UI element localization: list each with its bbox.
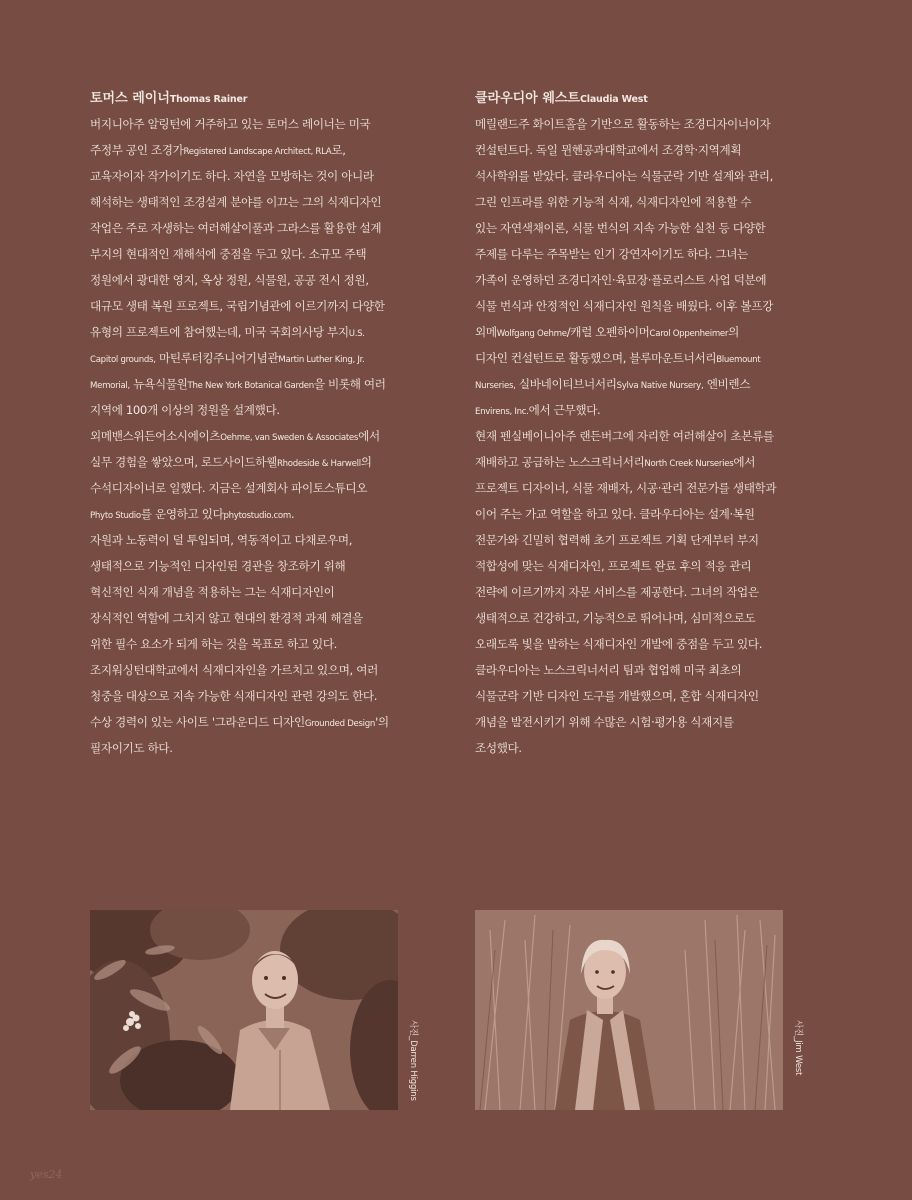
- bio-text-segment: 생태적으로 건강하고, 기능적으로 뛰어나며, 심미적으로도: [475, 611, 756, 625]
- author-name-korean: 토머스 레이너: [90, 91, 170, 106]
- bio-line: [475, 163, 825, 189]
- bio-line: [475, 215, 825, 241]
- author-photo-claudia-west: [475, 910, 783, 1110]
- bio-text-segment: 재배하고 공급하는 노스크릭너서리: [475, 455, 645, 469]
- bio-english-term: Envirens, Inc.: [475, 407, 529, 417]
- bio-text-segment: 대규모 생태 복원 프로젝트, 국립기념관에 이르기까지 다양한: [90, 299, 385, 313]
- bio-line: [475, 501, 825, 527]
- bio-text-segment: 장식적인 역할에 그치지 않고 현대의 환경적 과제 해결을: [90, 611, 363, 625]
- bio-text-segment: 교육자이자 작가이기도 하다. 자연을 모방하는 것이 아니라: [90, 169, 374, 183]
- bio-english-term: U.S.: [348, 329, 365, 339]
- bio-english-term: Martin Luther King, Jr.: [278, 355, 365, 365]
- bio-line: [90, 527, 440, 553]
- author-bio-text: [90, 111, 440, 761]
- bio-english-term: Registered Landscape Architect, RLA: [183, 147, 332, 157]
- bio-text-segment: 가족이 운영하던 조경디자인·육묘장·플로리스트 사업 덕분에: [475, 273, 767, 287]
- bio-text-segment: 외메밴스위든어소시에이츠: [90, 429, 221, 443]
- bio-line: [475, 111, 825, 137]
- author-name-heading: [475, 88, 825, 111]
- bio-line: [90, 293, 440, 319]
- bio-english-term: North Creek Nurseries: [644, 459, 734, 469]
- bio-english-term: Grounded Design: [304, 719, 376, 729]
- bio-line: [90, 709, 440, 735]
- bio-line: [90, 241, 440, 267]
- bio-line: [90, 423, 440, 449]
- author-name-english: Thomas Rainer: [169, 94, 248, 105]
- bio-text-segment: 식물 번식과 안정적인 식재디자인 원칙을 배웠다. 이후 볼프강: [475, 299, 773, 313]
- bio-text-segment: 위한 필수 요소가 되게 하는 것을 목표로 하고 있다.: [90, 637, 338, 651]
- bio-text-segment: 부지의 현대적인 재해석에 중점을 두고 있다. 소규모 주택: [90, 247, 367, 261]
- bio-line: [475, 189, 825, 215]
- bio-text-segment: 이어 주는 가교 역할을 하고 있다. 클라우디아는 설계·복원: [475, 507, 755, 521]
- author-name-heading: [90, 88, 440, 111]
- bio-text-segment: 실무 경험을 쌓았으며, 로드사이드하웰: [90, 455, 277, 469]
- bio-text-segment: 버지니아주 알링턴에 거주하고 있는 토머스 레이너는 미국: [90, 117, 371, 131]
- bio-line: [475, 397, 825, 423]
- bio-text-segment: 클라우디아는 노스크릭너서리 팀과 협업해 미국 최초의: [475, 663, 742, 677]
- bio-text-segment: 주정부 공인 조경가: [90, 143, 184, 157]
- bio-text-segment: 프로젝트 디자이너, 식물 재배자, 시공·관리 전문가를 생태학과: [475, 481, 777, 495]
- bio-line: [90, 579, 440, 605]
- bio-text-segment: 조지워싱턴대학교에서 식재디자인을 가르치고 있으며, 여러: [90, 663, 378, 677]
- bio-text-segment: 수상 경력이 있는 사이트 '그라운디드 디자인: [90, 715, 305, 729]
- bio-line: [90, 553, 440, 579]
- bio-line: [475, 605, 825, 631]
- bio-english-term: Oehme, van Sweden & Associates: [220, 433, 359, 443]
- bio-line: [475, 527, 825, 553]
- bio-text-segment: 생태적으로 기능적인 디자인된 경관을 창조하기 위해: [90, 559, 346, 573]
- bio-line: [90, 163, 440, 189]
- bio-text-segment: 지역에 100개 이상의 정원을 설계했다.: [90, 403, 280, 417]
- bio-text-segment: 그린 인프라를 위한 기능적 식재, 식재디자인에 적용할 수: [475, 195, 752, 209]
- bio-line: [475, 293, 825, 319]
- bio-line: [475, 553, 825, 579]
- bio-line: [90, 605, 440, 631]
- bio-english-term: The New York Botanical Garden: [187, 381, 314, 391]
- bio-english-term: Carol Oppenheimer: [649, 329, 729, 339]
- bio-line: [475, 475, 825, 501]
- bio-line: [475, 657, 825, 683]
- bio-text-segment: 전문가와 긴밀히 협력해 초기 프로젝트 기획 단계부터 부지: [475, 533, 759, 547]
- bio-text-segment: 오래도록 빛을 발하는 식재디자인 개발에 중점을 두고 있다.: [475, 637, 763, 651]
- bio-text-segment: 에서: [358, 429, 380, 443]
- bio-line: [90, 397, 440, 423]
- photo-credit: 사진_Darren Higgins: [408, 1020, 418, 1101]
- bio-text-segment: 실바네이티브너서리: [515, 377, 617, 391]
- bio-text-segment: 을 비롯해 여러: [313, 377, 386, 391]
- bio-english-term: Bluemount: [716, 355, 761, 365]
- bio-line: [90, 501, 440, 527]
- bio-english-term: Sylva Native Nursery,: [616, 381, 704, 391]
- bio-line: [475, 345, 825, 371]
- bio-line: [90, 111, 440, 137]
- bio-text-segment: 혁신적인 식재 개념을 적용하는 그는 식재디자인이: [90, 585, 335, 599]
- bio-text-segment: 석사학위를 받았다. 클라우디아는 식물군락 기반 설계와 관리,: [475, 169, 773, 183]
- author-name-korean: 클라우디아 웨스트: [475, 91, 580, 106]
- bio-text-segment: 전략에 이르기까지 자문 서비스를 제공한다. 그녀의 작업은: [475, 585, 759, 599]
- bio-line: [475, 371, 825, 397]
- bio-text-segment: 를 운영하고 있다: [140, 507, 224, 521]
- bio-text-segment: 주제를 다루는 주목받는 인기 강연자이기도 하다. 그녀는: [475, 247, 748, 261]
- bio-line: [90, 189, 440, 215]
- bio-text-segment: 디자인 컨설턴트로 활동했으며, 블루마운트너서리: [475, 351, 717, 365]
- author-name-english: Claudia West: [580, 94, 648, 105]
- author-photo-thomas-rainer: [90, 910, 398, 1110]
- bio-line: [90, 631, 440, 657]
- bio-text-segment: '의: [375, 715, 389, 729]
- watermark-logo: yes24: [30, 1168, 63, 1181]
- bio-line: [475, 735, 825, 761]
- bio-line: [90, 449, 440, 475]
- bio-text-segment: 외메: [475, 325, 497, 339]
- bio-text-segment: 마틴루터킹주니어기념관: [155, 351, 279, 365]
- bio-line: [90, 215, 440, 241]
- bio-line: [90, 475, 440, 501]
- bio-text-segment: 자원과 노동력이 덜 투입되며, 역동적이고 다채로우며,: [90, 533, 353, 547]
- bio-english-term: Capitol grounds,: [90, 355, 156, 365]
- bio-english-term: phytostudio.com: [223, 511, 291, 521]
- bio-column-thomas-rainer: [90, 88, 440, 761]
- bio-text-segment: 유형의 프로젝트에 참여했는데, 미국 국회의사당 부지: [90, 325, 349, 339]
- bio-text-segment: 컨설턴트다. 독일 뮌헨공과대학교에서 조경학·지역계획: [475, 143, 742, 157]
- bio-text-segment: 식물군락 기반 디자인 도구를 개발했으며, 혼합 식재디자인: [475, 689, 759, 703]
- bio-line: [90, 345, 440, 371]
- bio-text-segment: 적합성에 맞는 식재디자인, 프로젝트 완료 후의 적응 관리: [475, 559, 752, 573]
- bio-text-segment: 의: [728, 325, 740, 339]
- author-bio-text: [475, 111, 825, 761]
- bio-text-segment: 엔비렌스: [703, 377, 751, 391]
- bio-line: [475, 709, 825, 735]
- bio-english-term: Nurseries,: [475, 381, 516, 391]
- bio-line: [475, 267, 825, 293]
- bio-column-claudia-west: [475, 88, 825, 761]
- bio-text-segment: .: [290, 507, 295, 521]
- bio-text-segment: 뉴욕식물원: [129, 377, 188, 391]
- bio-text-segment: 로,: [331, 143, 346, 157]
- bio-text-segment: 필자이기도 하다.: [90, 741, 173, 755]
- bio-text-segment: 에서 근무했다.: [528, 403, 601, 417]
- bio-line: [475, 683, 825, 709]
- bio-line: [90, 137, 440, 163]
- bio-line: [475, 631, 825, 657]
- bio-english-term: Wolfgang Oehme: [496, 329, 567, 339]
- bio-text-segment: 수석디자이너로 일했다. 지금은 설계회사 파이토스튜디오: [90, 481, 368, 495]
- bio-line: [90, 371, 440, 397]
- bio-text-segment: 현재 펜실베이니아주 랜든버그에 자리한 여러해살이 초본류를: [475, 429, 774, 443]
- bio-text-segment: 의: [360, 455, 372, 469]
- bio-line: [90, 657, 440, 683]
- bio-text-segment: 해석하는 생태적인 조경설계 분야를 이끄는 그의 식재디자인: [90, 195, 382, 209]
- bio-line: [475, 137, 825, 163]
- bio-line: [90, 735, 440, 761]
- photo-credit: 사진_Jim West: [793, 1020, 803, 1076]
- bio-text-segment: 청중을 대상으로 지속 가능한 식재디자인 관련 강의도 한다.: [90, 689, 378, 703]
- bio-line: [475, 319, 825, 345]
- bio-line: [90, 319, 440, 345]
- bio-text-segment: 정원에서 광대한 영지, 옥상 정원, 식물원, 공공 전시 정원,: [90, 273, 369, 287]
- bio-english-term: Memorial,: [90, 381, 130, 391]
- bio-line: [475, 241, 825, 267]
- bio-line: [475, 423, 825, 449]
- bio-line: [475, 449, 825, 475]
- bio-text-segment: 메릴랜드주 화이트홀을 기반으로 활동하는 조경디자이너이자: [475, 117, 771, 131]
- bio-english-term: Phyto Studio: [90, 511, 141, 521]
- bio-text-segment: 에서: [733, 455, 756, 469]
- bio-text-segment: 작업은 주로 자생하는 여러해살이풀과 그라스를 활용한 설계: [90, 221, 382, 235]
- bio-line: [90, 267, 440, 293]
- bio-line: [90, 683, 440, 709]
- bio-text-segment: 있는 자연색채이론, 식물 번식의 지속 가능한 실천 등 다양한: [475, 221, 766, 235]
- bio-text-segment: /캐럴 오펜하이머: [566, 325, 650, 339]
- bio-text-segment: 조성했다.: [475, 741, 522, 755]
- bio-text-segment: 개념을 발전시키기 위해 수많은 시험·평가용 식재지를: [475, 715, 734, 729]
- bio-line: [475, 579, 825, 605]
- bio-english-term: Rhodeside & Harwell: [276, 459, 361, 469]
